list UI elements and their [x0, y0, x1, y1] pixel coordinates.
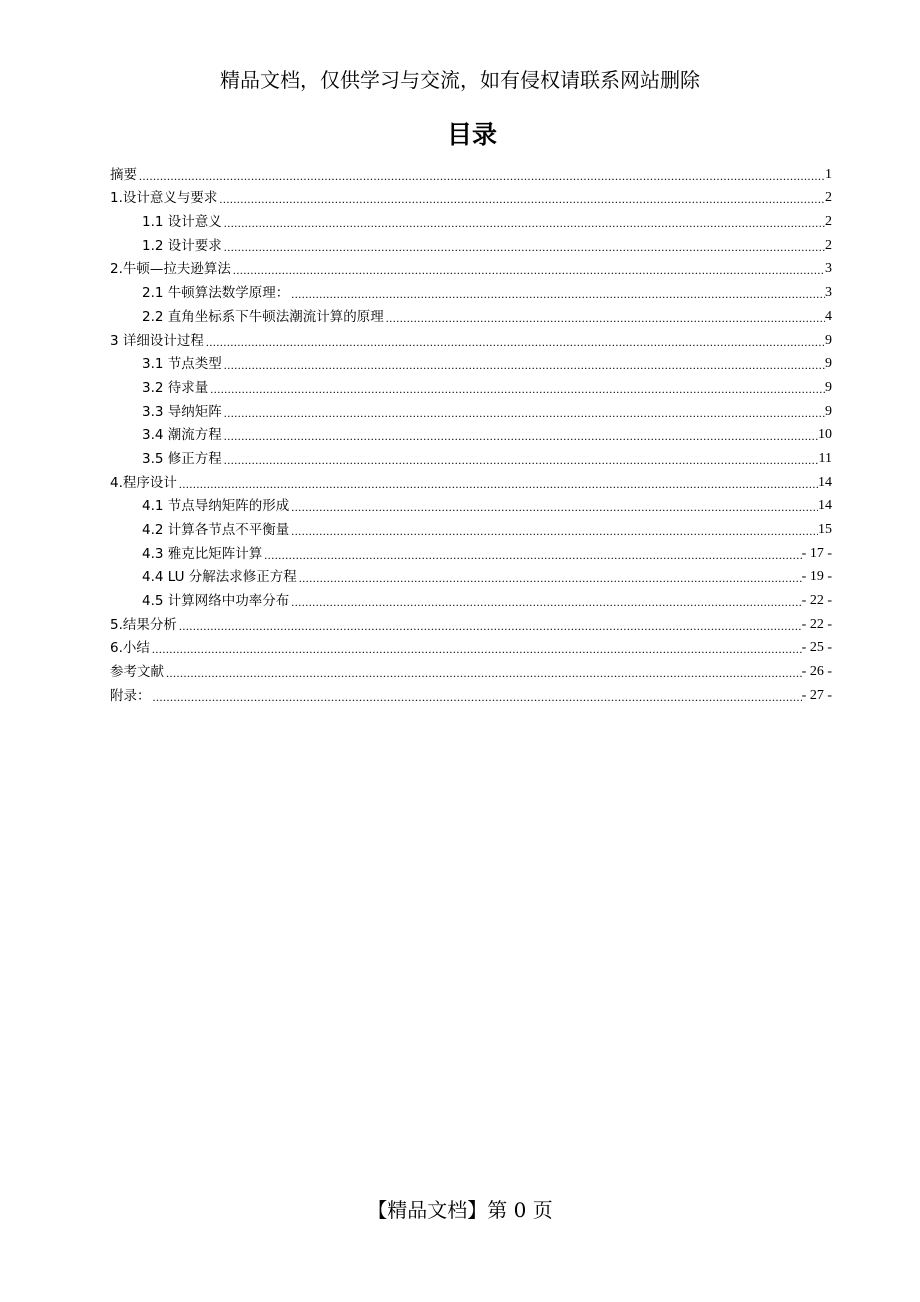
- toc-entry-page-number: 14: [818, 498, 832, 514]
- toc-entry-label: 4.程序设计: [110, 474, 177, 491]
- toc-entry[interactable]: [110, 302, 832, 326]
- toc-entry[interactable]: [110, 231, 832, 255]
- toc-dot-leader: [224, 452, 819, 468]
- toc-dot-leader: [179, 476, 818, 492]
- toc-entry[interactable]: [110, 468, 832, 492]
- toc-entry[interactable]: [110, 255, 832, 279]
- toc-entry[interactable]: [110, 492, 832, 516]
- toc-entry[interactable]: [110, 207, 832, 231]
- toc-dot-leader: [224, 357, 825, 373]
- toc-entry-label: 4.1 节点导纳矩阵的形成: [142, 498, 290, 515]
- toc-dot-leader: [179, 618, 802, 634]
- toc-entry-label: 1.1 设计意义: [142, 214, 222, 231]
- toc-entry-label: 3.3 导纳矩阵: [142, 403, 222, 420]
- toc-entry-label: 参考文献: [110, 664, 164, 681]
- toc-entry-page-number: 9: [825, 403, 832, 419]
- toc-entry-label: 4.4 LU 分解法求修正方程: [142, 569, 297, 586]
- toc-entry-page-number: 2: [825, 237, 832, 253]
- toc-dot-leader: [224, 405, 825, 421]
- toc-entry-label: 4.2 计算各节点不平衡量: [142, 522, 290, 538]
- toc-dot-leader: [291, 499, 818, 515]
- toc-entry-page-number: - 26 -: [801, 664, 832, 680]
- toc-entry-label: 2.1 牛顿算法数学原理：: [142, 285, 290, 302]
- table-of-contents: [110, 160, 832, 705]
- toc-entry-page-number: - 25 -: [801, 640, 832, 656]
- toc-entry[interactable]: [110, 539, 832, 563]
- toc-entry-label: 3.2 待求量: [142, 379, 209, 396]
- page-footer: 【精品文档】第 0 页: [367, 1198, 553, 1222]
- toc-entry[interactable]: [110, 326, 832, 350]
- toc-entry-label: 3.5 修正方程: [142, 450, 222, 467]
- toc-dot-leader: [386, 310, 825, 326]
- toc-entry-page-number: - 17 -: [801, 545, 832, 561]
- toc-entry-label: 3.4 潮流方程: [142, 427, 222, 444]
- toc-entry-label: 附录：: [110, 687, 151, 704]
- page-header: 精品文档，仅供学习与交流，如有侵权请联系网站删除: [220, 68, 700, 92]
- toc-entry[interactable]: [110, 373, 832, 397]
- toc-entry[interactable]: [110, 278, 832, 302]
- toc-dot-leader: [153, 689, 802, 705]
- toc-entry-page-number: 3: [825, 261, 832, 277]
- toc-entry[interactable]: [110, 350, 832, 374]
- toc-entry-page-number: 9: [825, 332, 832, 348]
- toc-entry[interactable]: [110, 681, 832, 705]
- toc-entry-page-number: - 27 -: [801, 687, 832, 703]
- toc-entry[interactable]: [110, 160, 832, 184]
- toc-entry[interactable]: [110, 586, 832, 610]
- toc-entry-label: 2.2 直角坐标系下牛顿法潮流计算的原理: [142, 308, 384, 325]
- toc-dot-leader: [166, 665, 802, 681]
- toc-entry-label: 3 详细设计过程: [110, 332, 204, 349]
- toc-entry-page-number: 2: [825, 214, 832, 230]
- toc-entry-label: 3.1 节点类型: [142, 356, 222, 373]
- toc-entry-label: 摘要: [110, 166, 137, 183]
- toc-entry-label: 4.3 雅克比矩阵计算: [142, 545, 263, 562]
- toc-dot-leader: [291, 286, 825, 302]
- toc-entry-label: 5.结果分析: [110, 616, 177, 633]
- toc-entry-label: 1.设计意义与要求: [110, 190, 218, 207]
- toc-entry[interactable]: [110, 657, 832, 681]
- toc-dot-leader: [233, 262, 825, 278]
- toc-entry-label: 4.5 计算网络中功率分布: [142, 593, 290, 610]
- toc-dot-leader: [210, 381, 825, 397]
- toc-dot-leader: [224, 215, 825, 231]
- toc-entry-page-number: 15: [818, 522, 832, 537]
- toc-entry-page-number: - 22 -: [801, 616, 832, 632]
- toc-entry-label: 1.2 设计要求: [142, 237, 222, 254]
- toc-entry-page-number: 9: [825, 379, 832, 395]
- toc-dot-leader: [139, 168, 825, 184]
- toc-entry[interactable]: [110, 444, 832, 468]
- toc-entry-page-number: 11: [818, 450, 832, 466]
- toc-dot-leader: [224, 239, 825, 255]
- toc-dot-leader: [291, 594, 801, 610]
- toc-dot-leader: [264, 547, 801, 563]
- toc-entry-label: 2.牛顿—拉夫逊算法: [110, 261, 231, 278]
- toc-entry-label: 6.小结: [110, 640, 150, 657]
- toc-entry-page-number: 10: [818, 427, 832, 443]
- toc-dot-leader: [224, 428, 818, 444]
- toc-entry-page-number: 1: [825, 166, 832, 182]
- toc-entry[interactable]: [110, 610, 832, 634]
- toc-entry-page-number: 3: [825, 285, 832, 301]
- toc-entry-page-number: 2: [825, 190, 832, 206]
- toc-entry-page-number: - 19 -: [801, 569, 832, 585]
- toc-entry[interactable]: [110, 563, 832, 587]
- toc-entry-page-number: 14: [818, 474, 832, 490]
- toc-entry-page-number: - 22 -: [801, 593, 832, 609]
- toc-dot-leader: [206, 334, 825, 350]
- toc-title: 目录: [446, 120, 497, 149]
- toc-dot-leader: [299, 570, 802, 586]
- toc-entry-page-number: 4: [825, 308, 832, 324]
- toc-entry[interactable]: [110, 515, 832, 539]
- toc-entry[interactable]: [110, 634, 832, 658]
- toc-entry[interactable]: [110, 397, 832, 421]
- toc-dot-leader: [152, 641, 802, 657]
- toc-entry-page-number: 9: [825, 356, 832, 372]
- toc-dot-leader: [219, 191, 825, 207]
- toc-dot-leader: [291, 523, 818, 539]
- toc-entry[interactable]: [110, 184, 832, 208]
- toc-entry[interactable]: [110, 421, 832, 445]
